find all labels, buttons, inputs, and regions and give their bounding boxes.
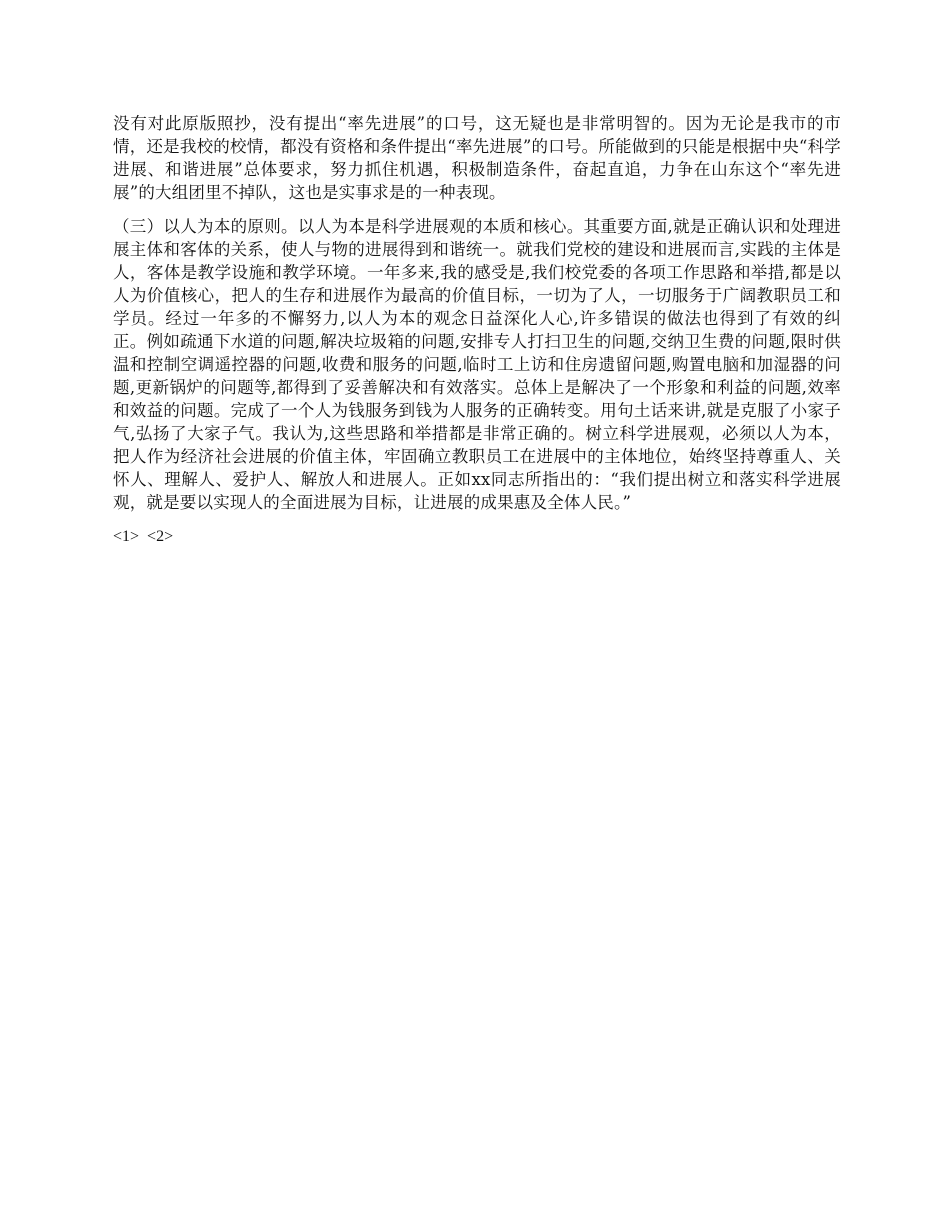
paragraph-1: 没有对此原版照抄，没有提出“率先进展”的口号，这无疑也是非常明智的。因为无论是我市的市情，还是我校的校情，都没有资格和条件提出“率先进展”的口号。所能做到的只能是根据中央“科学进展、和谐进展”总体要求，努力抓住机遇，积极制造条件，奋起直追，力争在山东这个“率先进展”的大组团里不掉队，这也是实事求是的一种表现。 (113, 114, 841, 202)
page-link-1[interactable]: <1> (113, 528, 140, 545)
pagination (113, 525, 841, 548)
page-link-2[interactable]: <2> (147, 528, 174, 545)
document-body (113, 112, 841, 548)
paragraph-2: （三）以人为本的原则。以人为本是科学进展观的本质和核心。其重要方面,就是正确认识和处理进展主体和客体的关系，使人与物的进展得到和谐统一。就我们党校的建设和进展而言,实践的主体是人，客体是教学设施和教学环境。一年多来,我的感受是,我们校党委的各项工作思路和举措,都是以人为价值核心，把人的生存和进展作为最高的价值目标，一切为了人，一切服务于广阔教职员工和学员。经过一年多的不懈努力,以人为本的观念日益深化人心,许多错误的做法也得到了有效的纠正。例如疏通下水道的问题,解决垃圾箱的问题,安排专人打扫卫生的问题,交纳卫生费的问题,限时供温和控制空调遥控器的问题,收费和服务的问题,临时工上访和住房遗留问题,购置电脑和加湿器的问题,更新锅炉的问题等,都得到了妥善解决和有效落实。总体上是解决了一个形象和利益的问题,效率和效益的问题。完成了一个人为钱服务到钱为人服务的正确转变。用句土话来讲,就是克服了小家子气,弘扬了大家子气。我认为,这些思路和举措都是非常正确的。树立科学进展观，必须以人为本，把人作为经济社会进展的价值主体，牢固确立教职员工在进展中的主体地位，始终坚持尊重人、关怀人、理解人、爱护人、解放人和进展人。正如xx同志所指出的：“我们提出树立和落实科学进展观，就是要以实现人的全面进展为目标，让进展的成果惠及全体人民。” (113, 217, 841, 512)
